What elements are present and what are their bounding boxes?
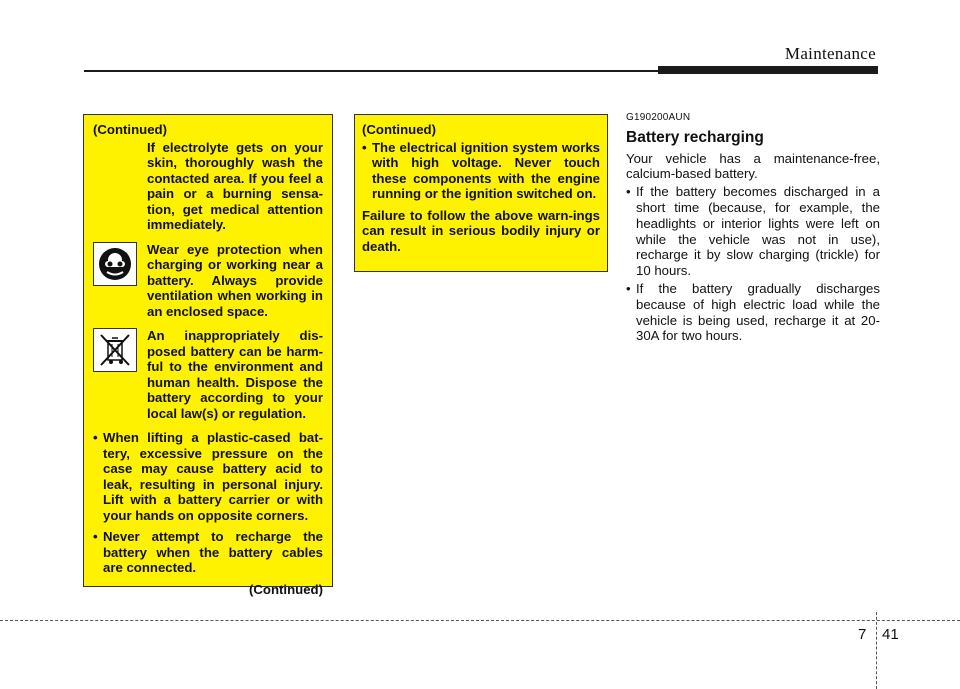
high-load-item: If the battery gradually discharges because of high electric load while the vehicle is being used, recharge it at 20-30A for two hours. <box>636 280 880 344</box>
list-item <box>93 529 323 576</box>
footer-dashed-rule <box>0 620 960 621</box>
continued-label-bottom: (Continued) <box>249 581 323 597</box>
failure-warning: Failure to follow the above warn-ings can result in serious bodily injury or death. <box>362 207 600 254</box>
bullet-dot: • <box>626 280 631 296</box>
battery-recharging-section <box>626 110 880 346</box>
bullet-dot: • <box>93 430 98 445</box>
chapter-number: 7 <box>858 626 867 643</box>
continued-label-top: (Continued) <box>362 122 436 137</box>
section-heading: Battery recharging <box>626 128 764 146</box>
warning-box-middle <box>354 114 608 272</box>
eye-protection-icon <box>93 242 137 286</box>
continued-label-top: (Continued) <box>93 122 167 137</box>
bullet-dot: • <box>626 184 631 200</box>
recharge-warning: Never attempt to recharge the battery when the battery cables are connected. <box>103 529 323 575</box>
bullet-dot: • <box>93 529 98 544</box>
eye-protection-warning: Wear eye protection when charging or working near a battery. Always provide ventilation when working in an enclosed space. <box>147 241 323 319</box>
header-rule-thin <box>84 70 664 72</box>
footer-dashed-divider <box>876 612 877 689</box>
warning-box-left <box>83 114 333 597</box>
slow-charging-item: If the battery becomes discharged in a short time (because, for example, the headlights or interior lights were left on while the vehicle was not in use), recharge it by slow charging (trickle) for 10 hours. <box>636 184 880 279</box>
no-trash-bin-icon <box>93 328 137 372</box>
section-intro: Your vehicle has a maintenance-free, calcium-based battery. <box>626 150 880 182</box>
list-item <box>93 430 323 523</box>
page-header-title: Maintenance <box>784 44 876 63</box>
disposal-warning: An inappropriately dis-posed battery can be harm-ful to the environment and human health. Dispose the battery according to your local law(s) or regulation. <box>147 328 323 421</box>
list-item <box>362 140 600 202</box>
section-code: G190200AUN <box>626 112 691 123</box>
electrolyte-warning: If electrolyte gets on your skin, thoroughly wash the contacted area. If you feel a pain or a burning sensa-tion, get medical attention immediately. <box>147 139 323 232</box>
list-item <box>626 281 880 344</box>
disposal-row <box>93 328 323 421</box>
list-item <box>626 184 880 279</box>
page-number: 41 <box>882 626 899 643</box>
eye-protection-row <box>93 242 323 320</box>
bullet-dot: • <box>362 139 367 155</box>
lifting-warning: When lifting a plastic-cased bat-tery, excessive pressure on the case may cause battery acid to leak, resulting in personal injury. Lift with a battery carrier or with your hands on opposite corners. <box>103 430 323 523</box>
header-rule-thick <box>658 66 878 74</box>
ignition-warning: The electrical ignition system works with high voltage. Never touch these components with the engine running or the ignition switched on. <box>372 139 600 201</box>
